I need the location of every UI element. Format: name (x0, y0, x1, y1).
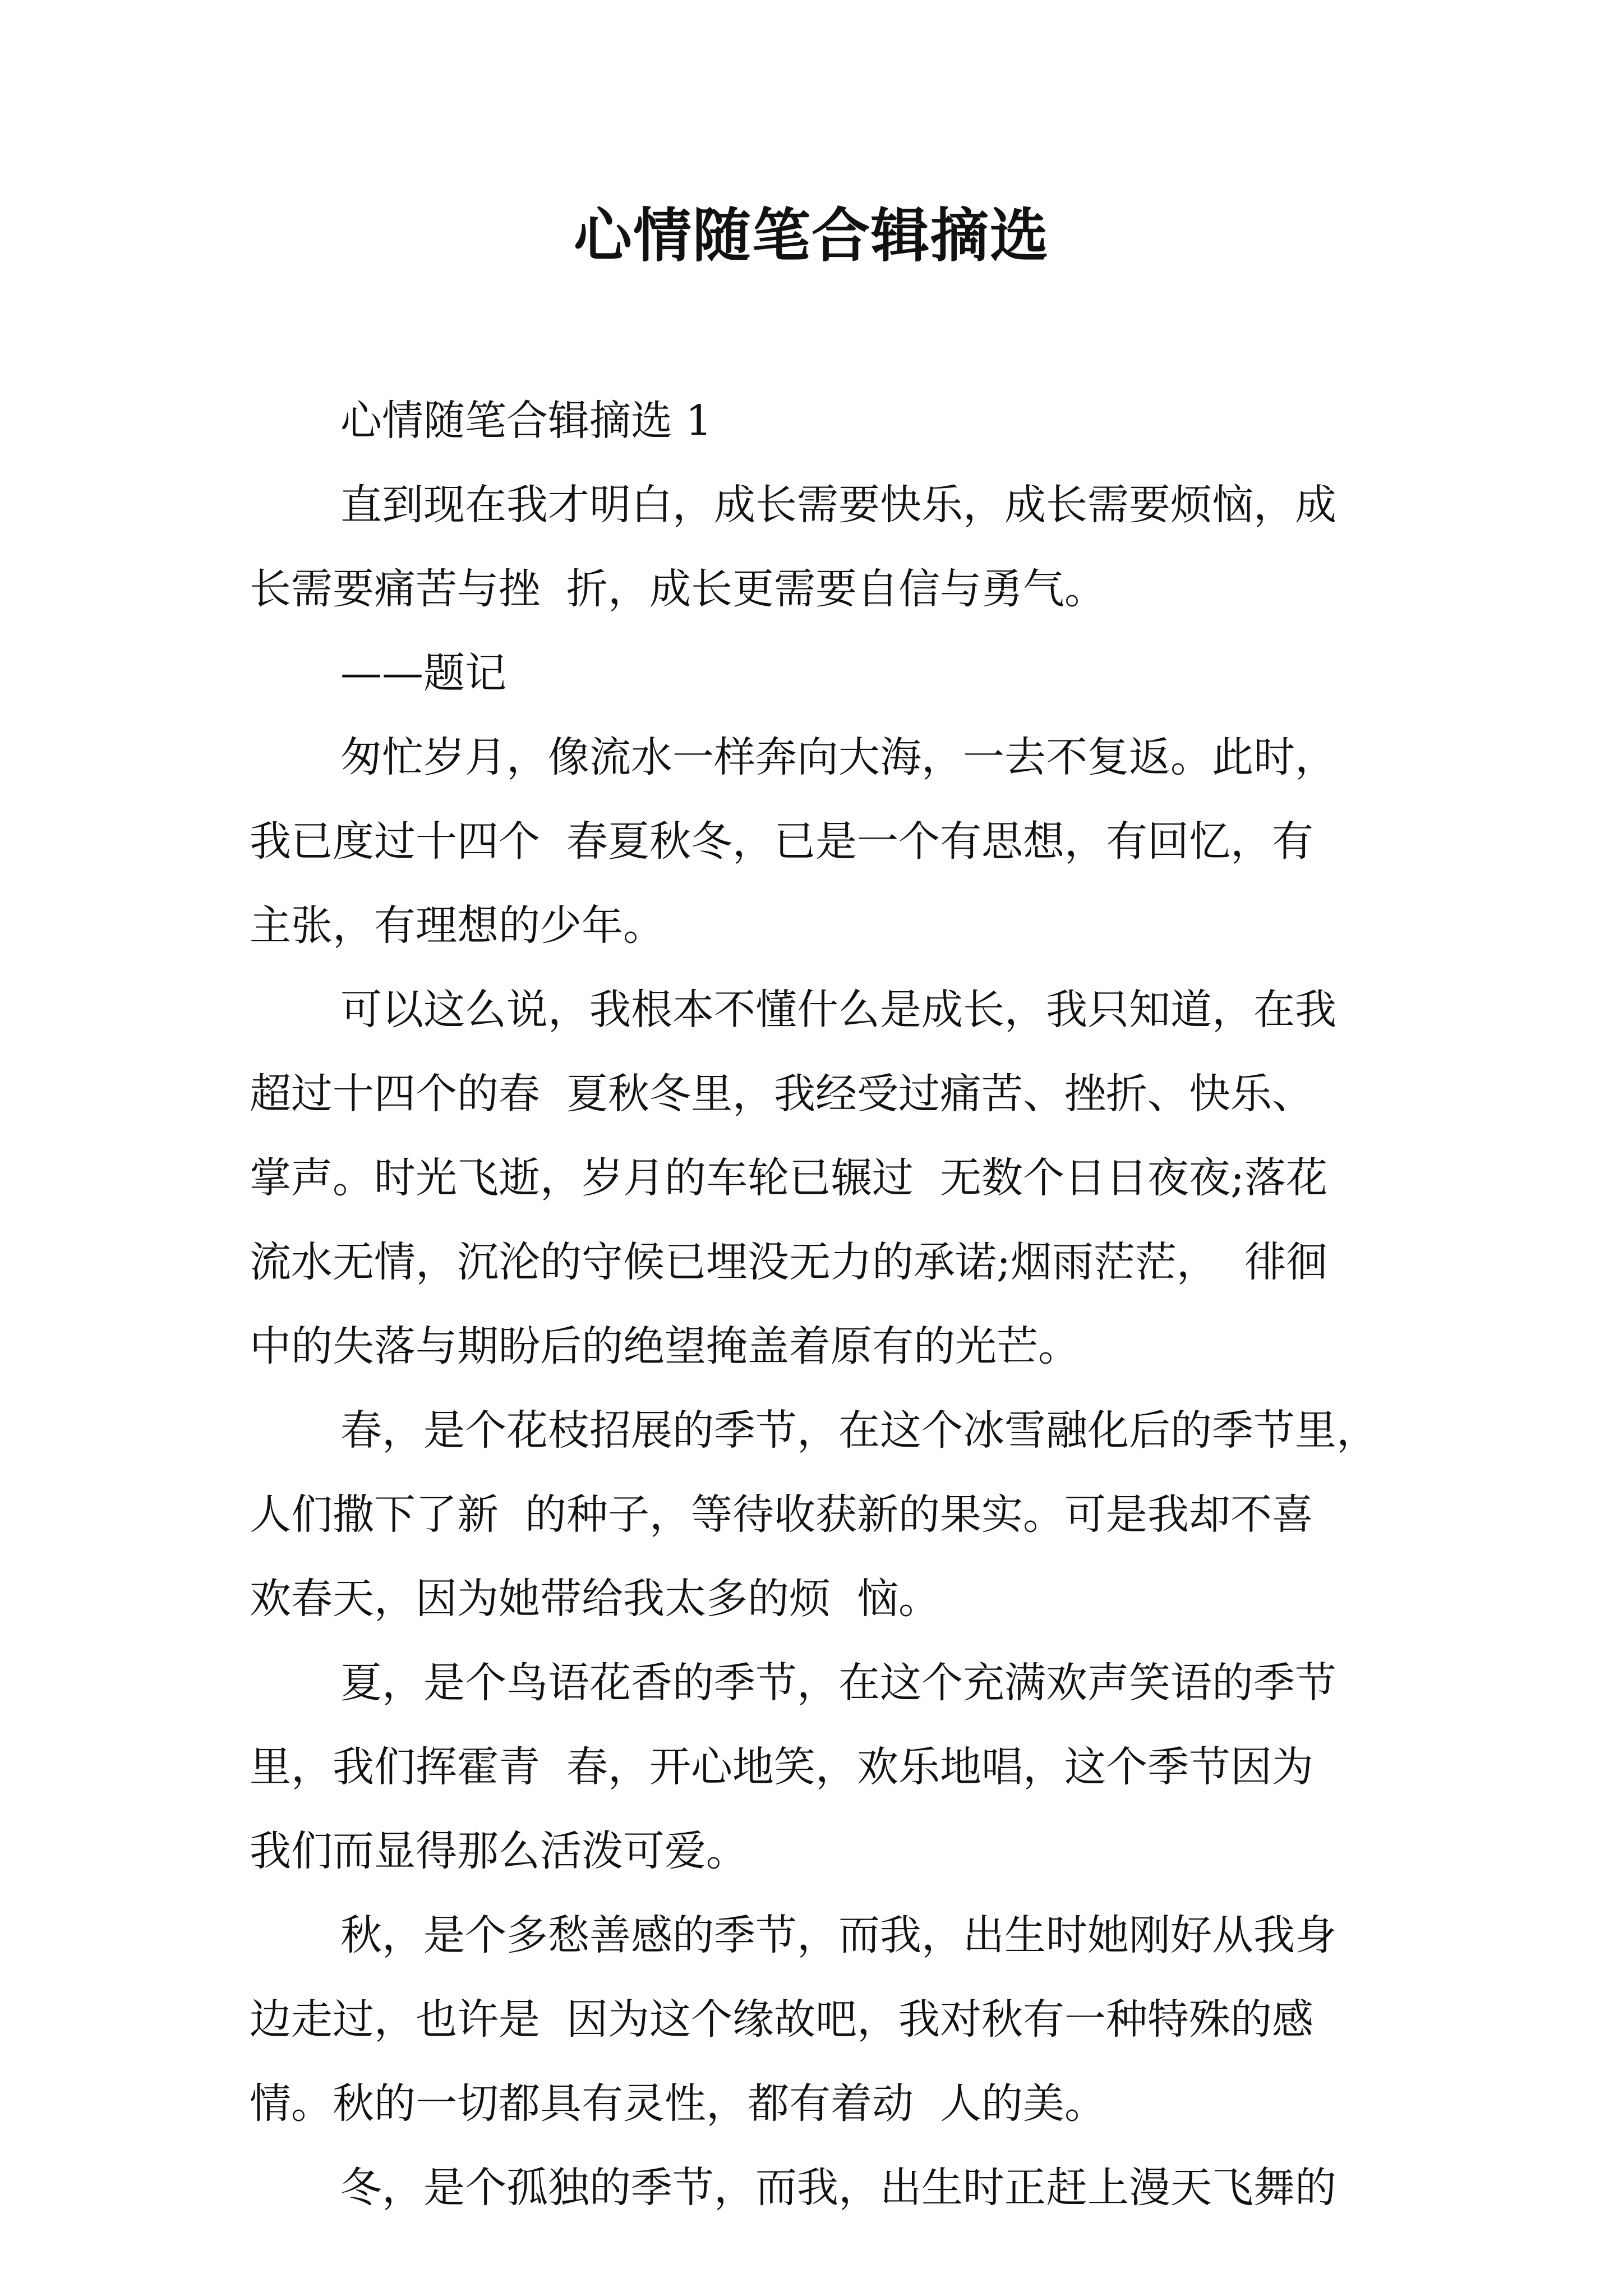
document-body (250, 379, 1388, 2230)
body-line: 里，我们挥霍青 春，开心地笑，欢乐地唱，这个季节因为 (250, 1743, 1314, 1791)
body-line: 人们撒下了新 的种子，等待收获新的果实。可是我却不喜 (250, 1490, 1314, 1539)
body-line: 中的失落与期盼后的绝望掩盖着原有的光芒。 (250, 1322, 1080, 1370)
body-line: 我们而显得那么活泼可爱。 (250, 1827, 748, 1875)
body-line: 心情随笔合辑摘选 1 (340, 397, 712, 445)
document-title: 心情随笔合辑摘选 (573, 201, 1049, 270)
body-line: 长需要痛苦与挫 折，成长更需要自信与勇气。 (250, 565, 1106, 613)
body-line: 欢春天，因为她带给我太多的烦 恼。 (250, 1575, 940, 1623)
body-line: 我已度过十四个 春夏秋冬，已是一个有思想，有回忆，有 (250, 817, 1314, 866)
body-line: 情。秋的一切都具有灵性，都有着动 人的美。 (250, 2079, 1106, 2128)
body-line: 匆忙岁月，像流水一样奔向大海，一去不复返。此时， (340, 733, 1336, 781)
body-line: 流水无情，沉沦的守候已埋没无力的承诺;烟雨茫茫， 徘徊 (250, 1238, 1327, 1286)
body-line: 掌声。时光飞逝，岁月的车轮已辗过 无数个日日夜夜;落花 (250, 1154, 1327, 1202)
body-line: 冬，是个孤独的季节，而我，出生时正赶上漫天飞舞的 (340, 2164, 1336, 2212)
body-line: 夏，是个鸟语花香的季节，在这个充满欢声笑语的季节 (340, 1659, 1336, 1707)
body-line: 春，是个花枝招展的季节，在这个冰雪融化后的季节里， (340, 1406, 1378, 1455)
body-line: 超过十四个的春 夏秋冬里，我经受过痛苦、挫折、快乐、 (250, 1070, 1314, 1118)
body-line: ——题记 (340, 649, 506, 697)
body-line: 主张，有理想的少年。 (250, 901, 665, 950)
body-line: 直到现在我才明白，成长需要快乐，成长需要烦恼，成 (340, 481, 1336, 529)
body-line: 边走过，也许是 因为这个缘故吧，我对秋有一种特殊的感 (250, 1995, 1314, 2044)
body-line: 可以这么说，我根本不懂什么是成长，我只知道，在我 (340, 986, 1336, 1034)
body-line: 秋，是个多愁善感的季节，而我，出生时她刚好从我身 (340, 1911, 1336, 1959)
